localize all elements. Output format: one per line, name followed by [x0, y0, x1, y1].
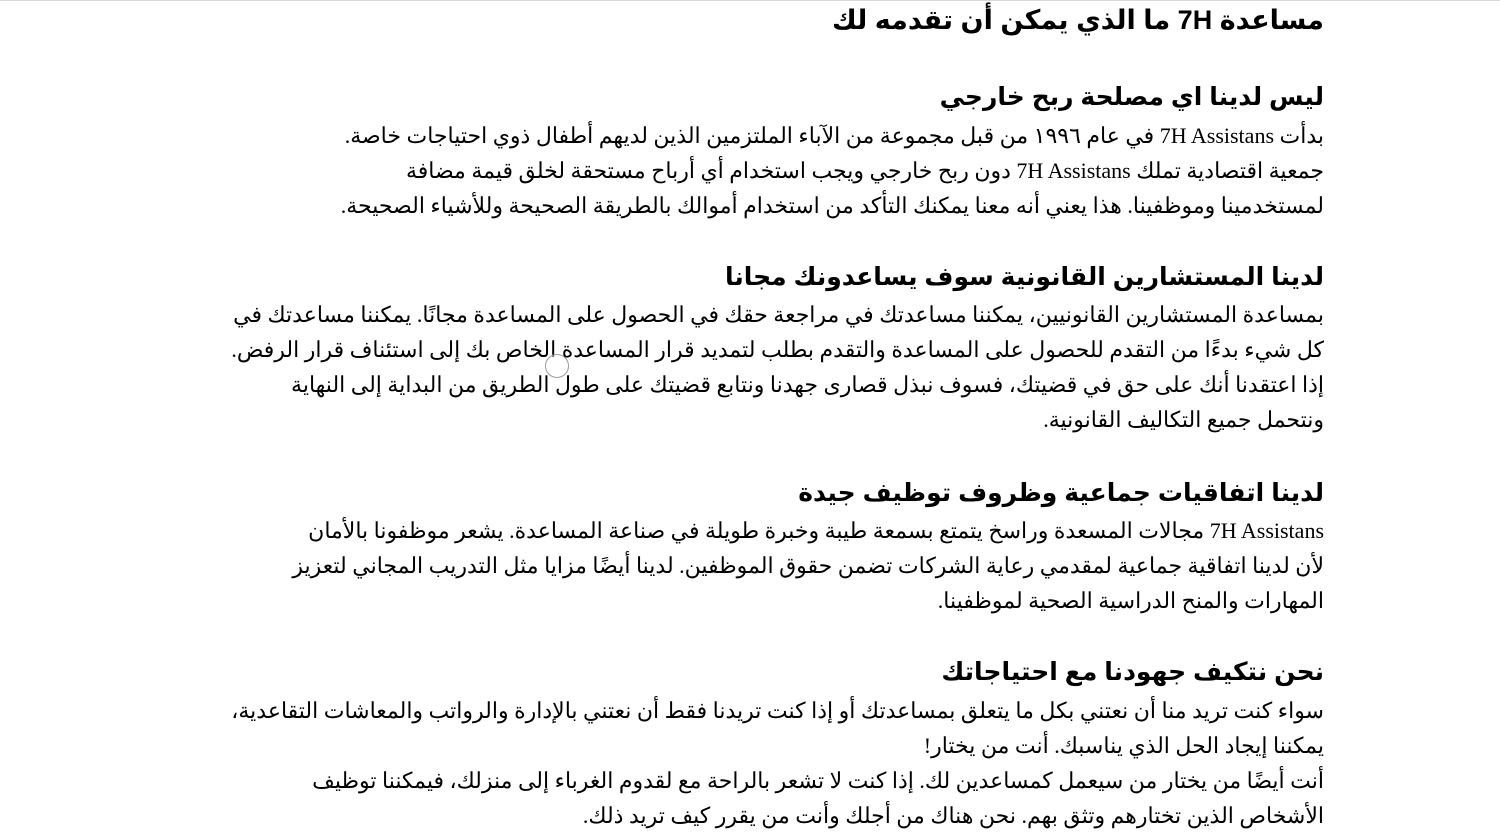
- paragraph-line: بدأت 7H Assistans في عام ١٩٩٦ من قبل مجموعة من الآباء الملتزمين الذين لديهم أطفال ذوي احتياجات خاصة.: [344, 123, 1324, 148]
- section-heading-adapt-efforts: نحن نتكيف جهودنا مع احتياجاتك: [941, 658, 1324, 686]
- section-body-no-profit: [174, 118, 1324, 223]
- section-heading-legal-advisors: لدينا المستشارين القانونية سوف يساعدونك مجانا: [724, 263, 1324, 291]
- paragraph-line: كل شيء بدءًا من التقدم للحصول على المساعدة والتقدم بطلب لتمديد قرار المساعدة الخاص بك إلى استئناف قرار الرفض.: [231, 337, 1324, 362]
- paragraph-line: سواء كنت تريد منا أن نعتني بكل ما يتعلق بمساعدتك أو إذا كنت تريدنا فقط أن نعتني بالإدارة والرواتب والمعاشات التقاعدية،: [231, 698, 1324, 723]
- paragraph-line: ونتحمل جميع التكاليف القانونية.: [1043, 407, 1324, 432]
- paragraph-line: المهارات والمنح الدراسية الصحية لموظفينا.: [937, 588, 1324, 613]
- paragraph-line: 7H Assistans مجالات المسعدة وراسخ يتمتع بسمعة طيبة وخبرة طويلة في صناعة المساعدة. يشعر موظفونا بالأمان: [308, 518, 1324, 543]
- section-heading-no-profit: ليس لدينا اي مصلحة ربح خارجي: [939, 83, 1324, 111]
- section-heading-collective-agreements: لدينا اتفاقيات جماعية وظروف توظيف جيدة: [798, 479, 1324, 507]
- document-title: مساعدة 7H ما الذي يمكن أن تقدمه لك: [831, 5, 1324, 35]
- paragraph-line: إذا اعتقدنا أنك على حق في قضيتك، فسوف نبذل قصارى جهدنا ونتابع قضيتك على طول الطريق من البداية إلى النهاية: [291, 372, 1324, 397]
- paragraph-line: جمعية اقتصادية تملك 7H Assistans دون ربح خارجي ويجب استخدام أي أرباح مستحقة لخلق قيمة مضافة: [405, 158, 1324, 183]
- paragraph-line: يمكننا إيجاد الحل الذي يناسبك. أنت من يختار!: [923, 733, 1324, 758]
- section-body-adapt-efforts: [174, 693, 1324, 833]
- paragraph-line: لمستخدمينا وموظفينا. هذا يعني أنه معنا يمكنك التأكد من استخدام أموالك بالطريقة الصحيحة وللأشياء الصحيحة.: [340, 193, 1324, 218]
- section-body-legal-advisors: [174, 297, 1324, 437]
- paragraph-line: الأشخاص الذين تختارهم وتثق بهم. نحن هناك من أجلك وأنت من يقرر كيف تريد ذلك.: [582, 803, 1324, 828]
- paragraph-line: بمساعدة المستشارين القانونيين، يمكننا مساعدتك في مراجعة حقك في الحصول على المساعدة مجانًا. يمكننا مساعدتك في: [233, 302, 1324, 327]
- paragraph-line: لأن لدينا اتفاقية جماعية لمقدمي رعاية الشركات تضمن حقوق الموظفين. لدينا أيضًا مزايا مثل التدريب المجاني لتعزيز: [292, 553, 1324, 578]
- section-body-collective-agreements: [174, 513, 1324, 618]
- mouse-cursor-indicator-icon: [545, 354, 569, 378]
- paragraph-line: أنت أيضًا من يختار من سيعمل كمساعدين لك. إذا كنت لا تشعر بالراحة مع لقدوم الغرباء إلى منزلك، فيمكننا توظيف: [312, 768, 1324, 793]
